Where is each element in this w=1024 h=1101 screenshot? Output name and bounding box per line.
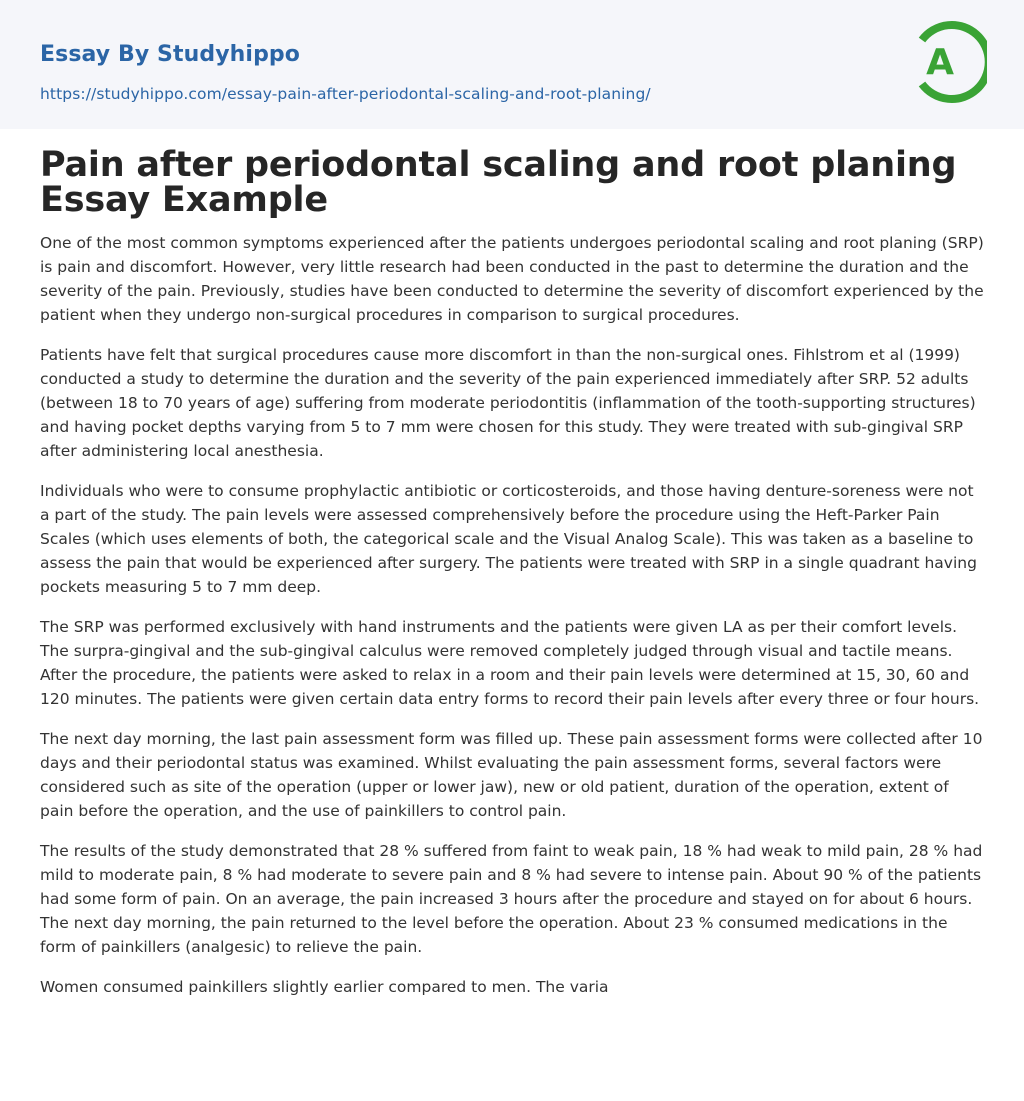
paragraph-5: The next day morning, the last pain assessment form was filled up. These pain assessment forms were collected after 10 days and their periodontal status was examined. Whilst evaluating the pain assessment forms, several factors were considered such as site of the operation (upper or lower jaw), new or old patient, duration of the operation, extent of pain before the operation, and the use of painkillers to control pain.	[40, 730, 983, 820]
paragraph-4: The SRP was performed exclusively with hand instruments and the patients were given LA as per their comfort levels. The surpra-gingival and the sub-gingival calculus were removed completely judged through visual and tactile means. After the procedure, the patients were asked to relax in a room and their pain levels were determined at 15, 30, 60 and 120 minutes. The patients were given certain data entry forms to record their pain levels after every three or four hours.	[40, 618, 980, 708]
paragraph-3: Individuals who were to consume prophylactic antibiotic or corticosteroids, and those having denture-soreness were not a part of the study. The pain levels were assessed comprehensively before the procedure using the Heft-Parker Pain Scales (which uses elements of both, the categorical scale and the Visual Analog Scale). This was taken as a baseline to assess the pain that would be experienced after surgery. The patients were treated with SRP in a single quadrant having pockets measuring 5 to 7 mm deep.	[40, 482, 977, 596]
logo-letter: A	[926, 42, 954, 83]
paragraph-2: Patients have felt that surgical procedures cause more discomfort in than the non-surgical ones. Fihlstrom et al (1999) conducted a study to determine the duration and the severity of the pain experienced immediately after SRP. 52 adults (between 18 to 70 years of age) suffering from moderate periodontitis (inflammation of the tooth-supporting structures) and having pocket depths varying from 5 to 7 mm were chosen for this study. They were treated with sub-gingival SRP after administering local anesthesia.	[40, 346, 976, 460]
paragraph-7: Women consumed painkillers slightly earlier compared to men. The varia	[40, 978, 609, 996]
site-brand[interactable]: Essay By Studyhippo	[40, 42, 300, 67]
page-url-link[interactable]: https://studyhippo.com/essay-pain-after-periodontal-scaling-and-root-planing/	[40, 85, 651, 103]
paragraph-6: The results of the study demonstrated that 28 % suffered from faint to weak pain, 18 % had weak to mild pain, 28 % had mild to moderate pain, 8 % had moderate to severe pain and 8 % had severe to intense pain. About 90 % of the patients had some form of pain. On an average, the pain increased 3 hours after the procedure and stayed on for about 6 hours. The next day morning, the pain returned to the level before the operation. About 23 % consumed medications in the form of painkillers (analgesic) to relieve the pain.	[40, 842, 983, 956]
paragraph-1: One of the most common symptoms experienced after the patients undergoes periodontal scaling and root planing (SRP) is pain and discomfort. However, very little research had been conducted in the past to determine the duration and the severity of the pain. Previously, studies have been conducted to determine the severity of discomfort experienced by the patient when they undergo non-surgical procedures in comparison to surgical procedures.	[40, 234, 984, 324]
studyhippo-logo-icon[interactable]	[911, 19, 987, 105]
page-title: Pain after periodontal scaling and root planing Essay Example	[40, 145, 957, 220]
article	[40, 145, 986, 1015]
site-header	[0, 0, 1024, 129]
